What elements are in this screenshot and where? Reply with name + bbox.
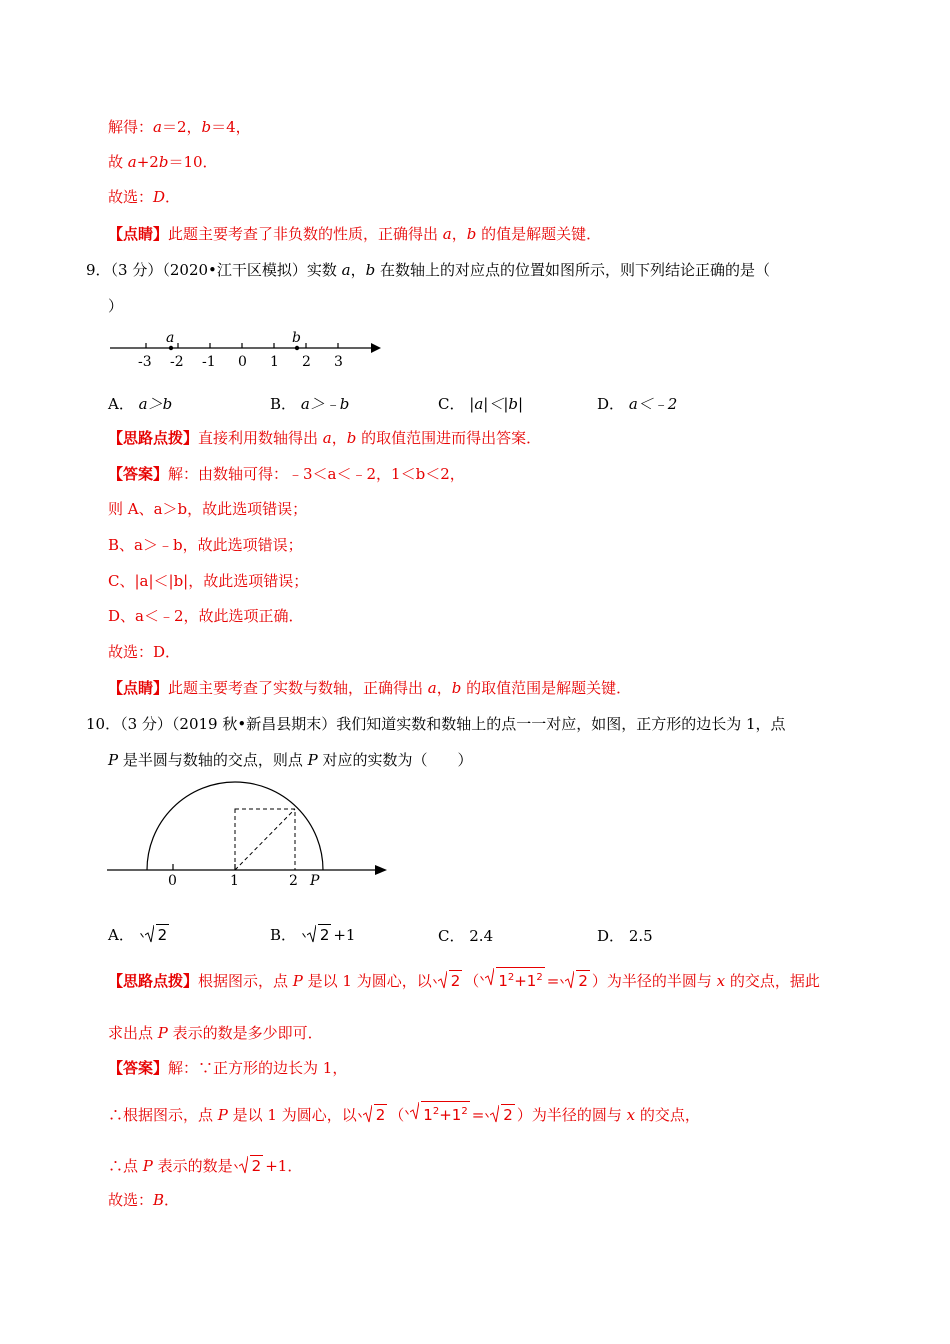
q8-result-line: 故 a+2b＝10． bbox=[108, 153, 218, 171]
axis-tick-label: 2 bbox=[302, 354, 311, 370]
point-a bbox=[169, 346, 173, 350]
q10-option-d: D． 2.5 bbox=[597, 927, 653, 945]
q10-hint-line-2: 求出点 P 表示的数是多少即可． bbox=[108, 1024, 323, 1042]
q9-number-line bbox=[105, 326, 390, 374]
q9-answer-line-2: 则 A、a＞b，故此选项错误； bbox=[108, 500, 308, 518]
q10-answer-line-4: 故选：B． bbox=[108, 1191, 180, 1209]
q9-answer-line-4: C、|a|＜|b|，故此选项错误； bbox=[108, 572, 309, 590]
q9-option-c: C． |a|＜|b| bbox=[438, 395, 524, 413]
fig-label-1: 1 bbox=[230, 873, 239, 889]
axis-tick-label: -3 bbox=[138, 354, 152, 370]
q10-stem-1: 10．（3 分）（2019 秋•新昌县期末）我们知道实数和数轴上的点一一对应，如图，正方形的边长为 1，点 bbox=[86, 715, 786, 733]
q8-choice-line: 故选：D． bbox=[108, 188, 181, 206]
q9-stem-close: ） bbox=[108, 297, 124, 315]
q9-option-a: A． a＞b bbox=[108, 395, 173, 413]
q10-option-a: A． 2 bbox=[108, 926, 168, 944]
q9-stem: 9．（3 分）（2020•江干区模拟）实数 a，b 在数轴上的对应点的位置如图所示，则下列结论正确的是（ bbox=[86, 261, 771, 279]
q10-answer-line-1: 【答案】解：∵正方形的边长为 1， bbox=[108, 1059, 348, 1077]
q9-answer-line-1: 【答案】解：由数轴可得：﹣3＜a＜﹣2，1＜b＜2， bbox=[108, 465, 465, 483]
q10-option-b: B． 2 +1 bbox=[270, 926, 356, 944]
point-a-label: a bbox=[166, 330, 175, 346]
fig-label-2: 2 bbox=[289, 873, 298, 889]
axis-arrow-icon bbox=[375, 865, 387, 875]
point-b-label: b bbox=[292, 330, 301, 346]
axis-tick-label: 0 bbox=[238, 354, 247, 370]
axis-tick-label: -2 bbox=[170, 354, 184, 370]
q9-comment: 【点睛】此题主要考查了实数与数轴，正确得出 a，b 的取值范围是解题关键． bbox=[108, 679, 632, 697]
q10-answer-line-3: ∴点 P 表示的数是 2 +1． bbox=[108, 1157, 303, 1175]
fig-label-p: P bbox=[310, 873, 320, 889]
q9-option-d: D． a＜﹣2 bbox=[597, 395, 678, 413]
axis-tick-label: 3 bbox=[334, 354, 343, 370]
q9-option-b: B． a＞﹣b bbox=[270, 395, 350, 413]
q9-answer-line-5: D、a＜﹣2，故此选项正确． bbox=[108, 607, 304, 625]
axis-tick-label: 1 bbox=[270, 354, 279, 370]
axis-arrow-icon bbox=[371, 343, 381, 353]
axis-tick-label: -1 bbox=[202, 354, 216, 370]
q10-figure bbox=[105, 780, 395, 890]
fig-label-0: 0 bbox=[168, 873, 177, 889]
q8-solve-line: 解得：a＝2，b＝4， bbox=[108, 118, 251, 136]
q10-answer-line-2: ∴根据图示，点 P 是以 1 为圆心，以 2 （ $1^2+1^2$ = 2 ）为半径的圆与 x 的交点， bbox=[108, 1101, 700, 1125]
q9-hint: 【思路点拨】直接利用数轴得出 a，b 的取值范围进而得出答案． bbox=[108, 429, 542, 447]
q9-answer-line-6: 故选：D． bbox=[108, 643, 181, 661]
q8-comment: 【点睛】此题主要考查了非负数的性质，正确得出 a，b 的值是解题关键． bbox=[108, 225, 602, 243]
q10-hint-line-1: 【思路点拨】根据图示，点 P 是以 1 为圆心，以 2 （ $1^2+1^2$ = 2 ）为半径的半圆与 x 的交点，据此 bbox=[108, 967, 820, 991]
q10-stem-2: P 是半圆与数轴的交点，则点 P 对应的实数为（ ） bbox=[108, 751, 473, 769]
q10-option-c: C． 2.4 bbox=[438, 927, 494, 945]
square-diagonal bbox=[235, 809, 295, 870]
point-b bbox=[295, 346, 299, 350]
q9-answer-line-3: B、a＞﹣b，故此选项错误； bbox=[108, 536, 303, 554]
